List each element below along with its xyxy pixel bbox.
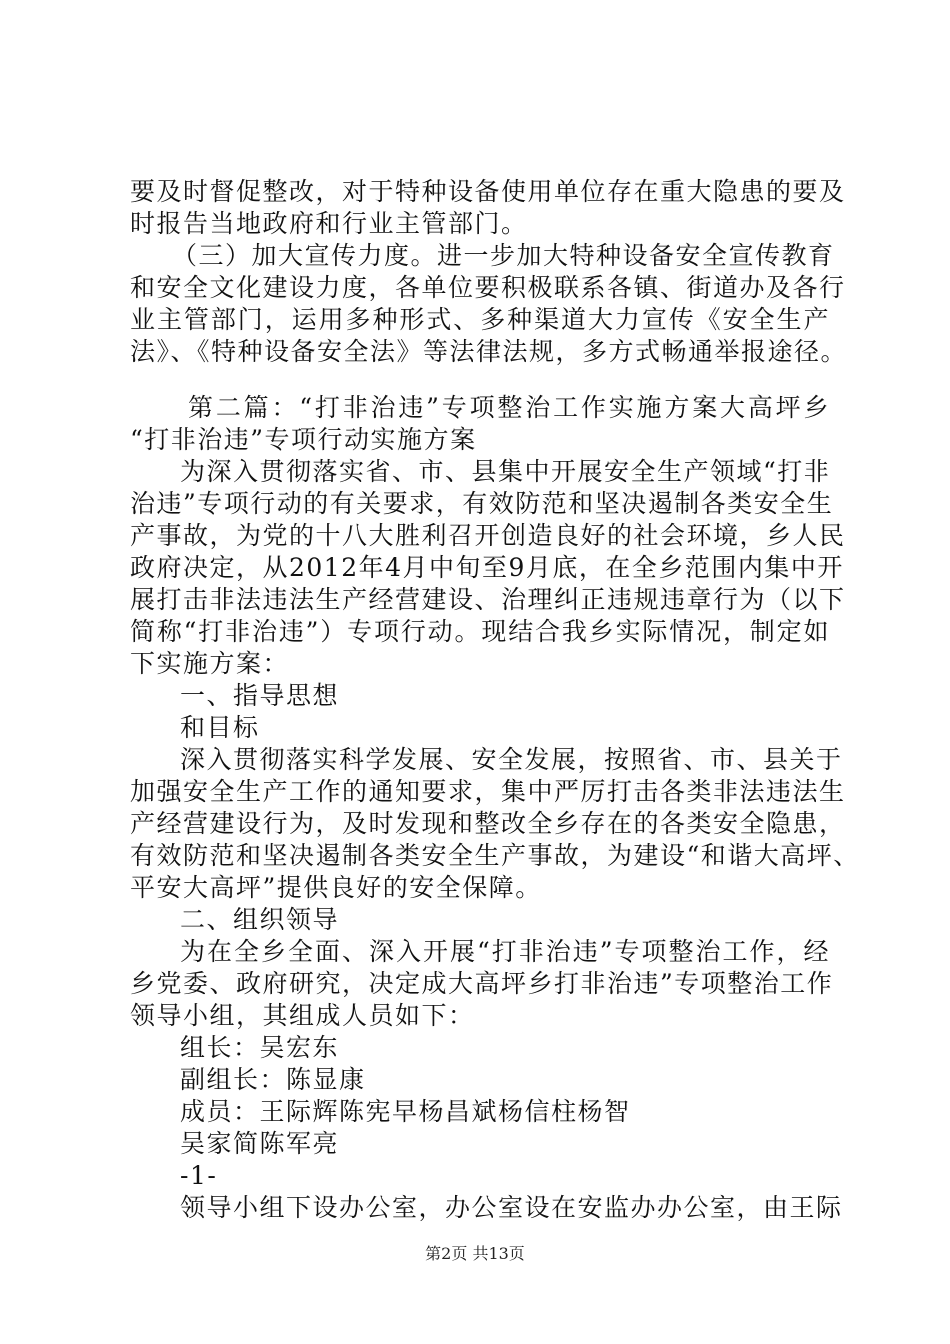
paragraph-line: 为深入贯彻落实省、市、县集中开展安全生产领域“打非	[180, 457, 831, 486]
paragraph-line: 产经营建设行为，及时发现和整改全乡存在的各类安全隐患，	[130, 809, 846, 838]
paragraph-line: 时报告当地政府和行业主管部门。	[130, 209, 528, 238]
paragraph-line: 产事故，为党的十八大胜利召开创造良好的社会环境，乡人民	[130, 521, 846, 550]
paragraph-line: 下实施方案：	[130, 649, 290, 678]
paragraph-line: 领导小组，其组成人员如下：	[130, 1001, 475, 1030]
member-line: 副组长：陈显康	[180, 1065, 366, 1094]
paragraph-line: 有效防范和坚决遏制各类安全生产事故，为建设“和谐大高坪、	[130, 841, 860, 870]
paragraph-line: 领导小组下设办公室，办公室设在安监办办公室，由王际	[180, 1193, 843, 1222]
paragraph-line: 平安大高坪”提供良好的安全保障。	[130, 873, 542, 902]
paragraph-line: 简称“打非治违”）专项行动。现结合我乡实际情况，制定如	[130, 617, 830, 646]
paragraph-line: 加强安全生产工作的通知要求，集中严厉打击各类非法违法生	[130, 777, 846, 806]
paragraph-line: 政府决定，从2012年4月中旬至9月底，在全乡范围内集中开	[130, 553, 844, 582]
page-footer: 第2页 共13页	[425, 1244, 525, 1263]
section-heading: 一、指导思想	[180, 681, 340, 710]
section-heading: 二、组织领导	[180, 905, 340, 934]
paragraph-line: 法》、《特种设备安全法》等法律法规，多方式畅通举报途径。	[130, 337, 848, 366]
paragraph-line: 深入贯彻落实科学发展、安全发展，按照省、市、县关于	[180, 745, 843, 774]
paragraph-line: 业主管部门，运用多种形式、多种渠道大力宣传《安全生产	[130, 305, 830, 334]
paragraph-line: 和安全文化建设力度，各单位要积极联系各镇、街道办及各行	[130, 273, 846, 302]
member-line: 吴家简陈军亮	[180, 1129, 340, 1158]
member-line: 成员：王际辉陈宪早杨昌斌杨信柱杨智	[180, 1097, 631, 1126]
section-heading-line: （三）加大宣传力度。进一步加大特种设备安全宣传教育	[172, 241, 835, 270]
chapter-title-line: “打非治违”专项行动实施方案	[130, 425, 477, 454]
paragraph-line: 为在全乡全面、深入开展“打非治违”专项整治工作，经	[180, 937, 830, 966]
paragraph-line: 要及时督促整改，对于特种设备使用单位存在重大隐患的要及	[130, 177, 846, 206]
paragraph-line: 治违”专项行动的有关要求，有效防范和坚决遏制各类安全生	[130, 489, 834, 518]
paragraph-line: 展打击非法违法生产经营建设、治理纠正违规违章行为（以下	[130, 585, 846, 614]
section-heading: 和目标	[180, 713, 260, 742]
member-line: 组长：吴宏东	[180, 1033, 340, 1062]
chapter-title-line: 第二篇：“打非治违”专项整治工作实施方案大高坪乡	[188, 393, 830, 422]
paragraph-line: 乡党委、政府研究，决定成大高坪乡打非治违”专项整治工作	[130, 969, 834, 998]
inline-page-number: -1-	[180, 1161, 218, 1190]
